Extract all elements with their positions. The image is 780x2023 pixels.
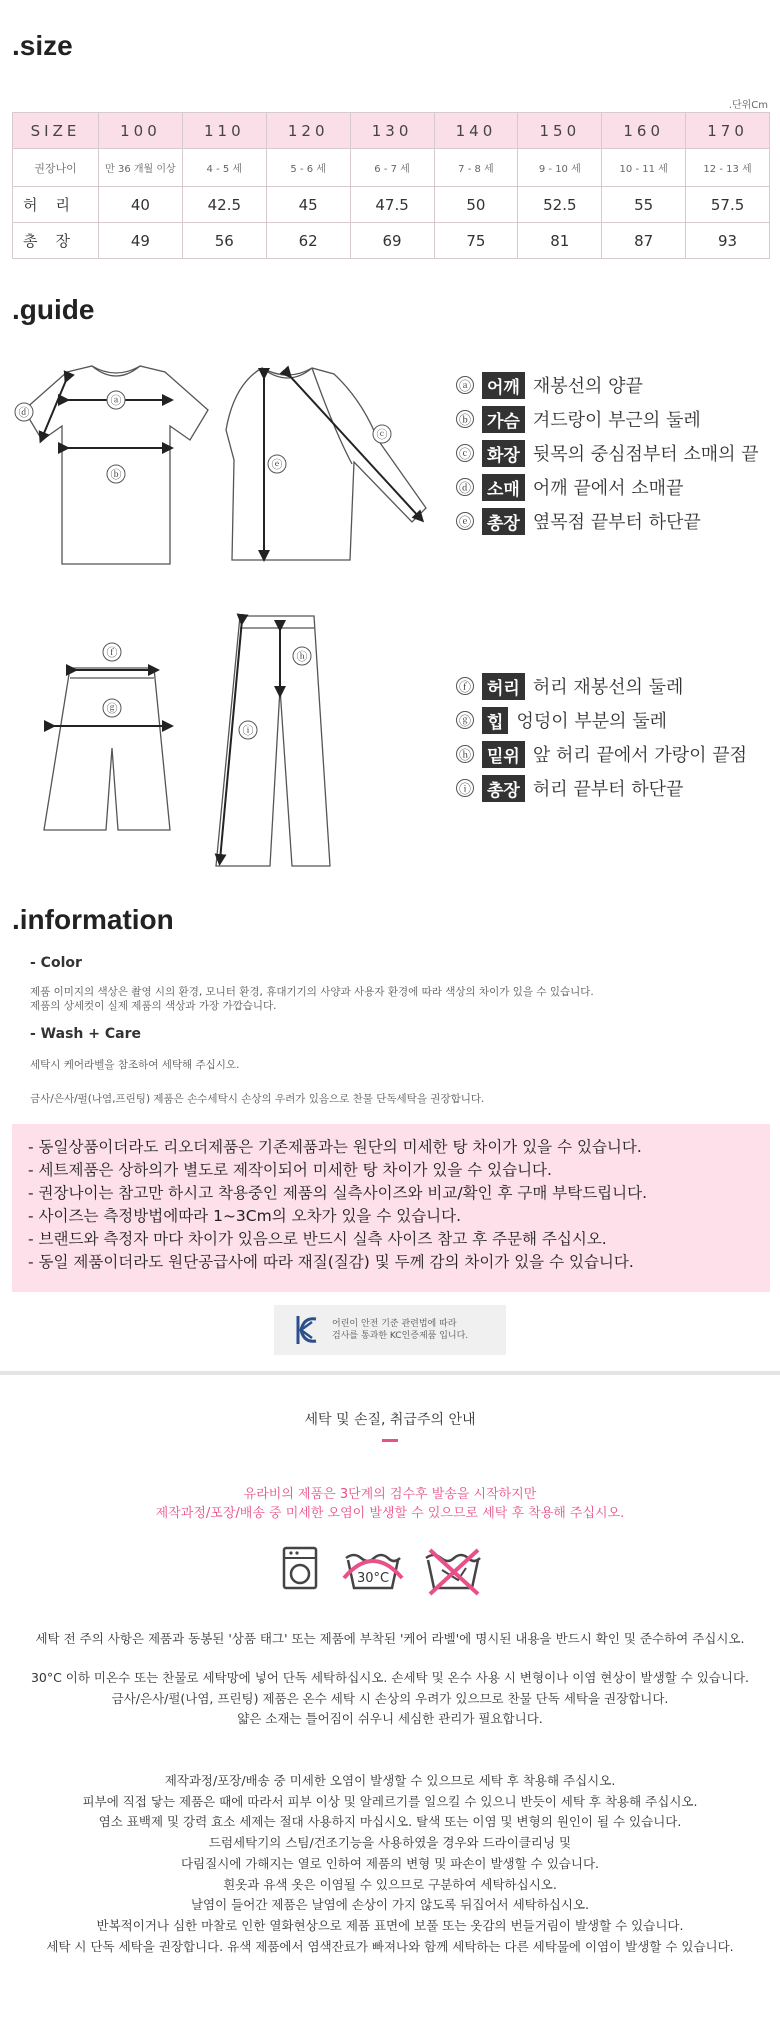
kc-logo-icon <box>294 1313 320 1347</box>
waist-row <box>13 187 770 223</box>
color-text-2: 제품의 상세컷이 실제 제품의 색상과 가장 가깝습니다. <box>30 1000 277 1012</box>
bottom-legend <box>456 673 747 809</box>
wash-text-2: 금사/은사/펄(나염,프린팅) 제품은 손수세탁시 손상의 우려가 있음으로 찬물 단독세탁을 권장합니다. <box>30 1093 485 1105</box>
color-text-1: 제품 이미지의 색상은 촬영 시의 환경, 모니터 환경, 휴대기기의 사양과 사용자 환경에 따라 색상의 차이가 있을 수 있습니다. <box>30 986 594 998</box>
age-cell: 5 - 6 세 <box>266 149 350 187</box>
size-header-cell: 100 <box>99 113 183 149</box>
bottom-garment-diagram <box>30 608 350 870</box>
tag-total-length: 총장 <box>482 508 525 535</box>
desc-rise: 앞 허리 끝에서 가랑이 끝점 <box>532 745 748 766</box>
label-e: ⓔ <box>271 458 283 471</box>
age-label: 권장나이 <box>13 149 99 187</box>
care-icons <box>280 1540 500 1596</box>
age-cell: 만 36 개월 이상 <box>99 149 183 187</box>
wash-30-icon <box>344 1555 402 1588</box>
length-cell: 93 <box>686 223 770 259</box>
mark-c: ⓒ <box>456 444 474 462</box>
age-cell: 7 - 8 세 <box>434 149 518 187</box>
notice-line: - 사이즈는 측정방법에따라 1~3Cm의 오차가 있을 수 있습니다. <box>28 1207 462 1225</box>
size-header-cell: 120 <box>266 113 350 149</box>
length-cell: 87 <box>602 223 686 259</box>
size-table <box>12 112 770 259</box>
desc-waist: 허리 재봉선의 둘레 <box>532 677 684 698</box>
care-paragraph-2 <box>0 1668 780 1730</box>
size-header-cell: 130 <box>350 113 434 149</box>
wash-text-1: 세탁시 케어라벨을 참조하여 세탁해 주십시오. <box>30 1059 240 1071</box>
age-row <box>13 149 770 187</box>
care-title: 세탁 및 손질, 취급주의 안내 <box>304 1412 476 1428</box>
mark-h: ⓗ <box>456 745 474 763</box>
tag-pants-length: 총장 <box>482 775 525 802</box>
label-b: ⓑ <box>110 468 122 481</box>
label-d: ⓓ <box>18 406 30 419</box>
size-section-title: .size <box>12 30 73 61</box>
label-g: ⓖ <box>106 702 118 715</box>
wash-temp-label: 30°C <box>356 1571 390 1586</box>
desc-total-length: 옆목점 끝부터 하단끝 <box>532 512 701 533</box>
care-line: 세탁 시 단독 세탁을 권장합니다. 유색 제품에서 염색잔료가 빠져나와 함께 세탁하는 다른 세탁물에 이염이 발생할 수 있습니다. <box>46 1938 734 1954</box>
mark-g: ⓖ <box>456 711 474 729</box>
desc-hip: 엉덩이 부분의 둘레 <box>516 711 667 732</box>
legend-row-total-length <box>456 508 759 534</box>
shorts-outline <box>44 668 170 830</box>
care-line: 금사/은사/펄(나염, 프린팅) 제품은 온수 세탁 시 손상의 우려가 있으므로 찬물 단독 세탁을 권장합니다. <box>111 1690 669 1706</box>
length-cell: 56 <box>182 223 266 259</box>
size-header-cell: 150 <box>518 113 602 149</box>
top-garment-diagram <box>12 360 432 580</box>
size-header-row <box>13 113 770 149</box>
notice-box <box>12 1124 770 1292</box>
length-cell: 62 <box>266 223 350 259</box>
care-pink-line: 제작과정/포장/배송 중 미세한 오염이 발생할 수 있으므로 세탁 후 착용해 주십시오. <box>155 1506 625 1521</box>
care-line: 다림질시에 가해지는 열로 인하여 제품의 변형 및 파손이 발생할 수 있습니다. <box>180 1855 600 1871</box>
section-divider <box>0 1371 780 1375</box>
waist-cell: 40 <box>99 187 183 223</box>
mark-b: ⓑ <box>456 410 474 428</box>
label-h: ⓗ <box>296 650 308 663</box>
waist-cell: 45 <box>266 187 350 223</box>
notice-line: - 권장나이는 참고만 하시고 착용중인 제품의 실측사이즈와 비교/확인 후 구매 부탁드립니다. <box>28 1184 648 1202</box>
waist-cell: 50 <box>434 187 518 223</box>
mark-a: ⓐ <box>456 376 474 394</box>
waist-cell: 52.5 <box>518 187 602 223</box>
care-line: 피부에 직접 닿는 제품은 때에 따라서 피부 이상 및 알레르기를 일으킬 수 있으니 반듯이 세탁 후 착용해 주십시오. <box>82 1793 698 1809</box>
legend-row-sleeve-length <box>456 440 759 466</box>
top-legend <box>456 372 759 542</box>
kc-text-line: 검사를 통과한 KC인증제품 입니다. <box>332 1331 469 1341</box>
tag-sleeve-length: 화장 <box>482 440 525 467</box>
age-cell: 10 - 11 세 <box>602 149 686 187</box>
length-cell: 69 <box>350 223 434 259</box>
care-line: 30°C 이하 미온수 또는 찬물로 세탁망에 넣어 단독 세탁하십시오. 손세탁 및 온수 사용 시 변형이나 이염 현상이 발생할 수 있습니다. <box>30 1670 750 1685</box>
legend-row-rise <box>456 741 747 767</box>
waist-cell: 47.5 <box>350 187 434 223</box>
color-heading: - Color <box>30 955 82 971</box>
label-c: ⓒ <box>376 428 388 441</box>
care-line: 드럼세탁기의 스팀/건조기능을 사용하였을 경우와 드라이클리닝 및 <box>208 1835 572 1851</box>
mark-d: ⓓ <box>456 478 474 496</box>
kc-text-line: 어린이 안전 기준 관련법에 따라 <box>332 1319 457 1329</box>
size-header-cell: 160 <box>602 113 686 149</box>
label-f: ⓕ <box>106 646 118 659</box>
age-cell: 9 - 10 세 <box>518 149 602 187</box>
care-line: 날염이 들어간 제품은 날염에 손상이 가지 않도록 뒤집어서 세탁하십시오. <box>190 1897 589 1913</box>
size-header-cell: 110 <box>182 113 266 149</box>
care-paragraph-1: 세탁 전 주의 사항은 제품과 동봉된 '상품 태그' 또는 제품에 부착된 '케어 라벨'에 명시된 내용을 반드시 확인 및 준수하여 주십시오. <box>35 1631 745 1646</box>
care-line: 얇은 소재는 틀어짐이 쉬우니 세심한 관리가 필요합니다. <box>237 1711 543 1727</box>
length-label: 총장 <box>13 223 99 259</box>
pants-outline <box>216 616 330 866</box>
legend-row-sleeve <box>456 474 759 500</box>
tag-hip: 힙 <box>482 707 508 734</box>
desc-sleeve: 어깨 끝에서 소매끝 <box>532 478 684 499</box>
care-line: 제작과정/포장/배송 중 미세한 오염이 발생할 수 있으므로 세탁 후 착용해 주십시오. <box>164 1773 616 1788</box>
wash-heading: - Wash + Care <box>30 1026 141 1042</box>
tag-chest: 가슴 <box>482 406 525 433</box>
length-row <box>13 223 770 259</box>
length-cell: 75 <box>434 223 518 259</box>
no-hand-wash-icon <box>426 1550 480 1594</box>
waist-cell: 57.5 <box>686 187 770 223</box>
information-section-title: .information <box>12 904 174 935</box>
unit-label: .단위Cm <box>728 100 768 111</box>
length-cell: 49 <box>99 223 183 259</box>
tag-shoulder: 어깨 <box>482 372 525 399</box>
mark-f: ⓕ <box>456 677 474 695</box>
legend-row-hip <box>456 707 747 733</box>
legend-row-pants-length <box>456 775 747 801</box>
size-header-cell: 170 <box>686 113 770 149</box>
size-header-cell: SIZE <box>13 113 99 149</box>
label-i: ⓘ <box>242 724 254 737</box>
waist-label: 허리 <box>13 187 99 223</box>
waist-cell: 55 <box>602 187 686 223</box>
length-cell: 81 <box>518 223 602 259</box>
waist-cell: 42.5 <box>182 187 266 223</box>
desc-shoulder: 재봉선의 양끝 <box>532 376 643 397</box>
kc-certification-badge <box>274 1305 506 1355</box>
care-pink-line: 유라비의 제품은 3단계의 검수후 발송을 시작하지만 <box>243 1487 537 1502</box>
notice-line: - 세트제품은 상하의가 별도로 제작이되어 미세한 탕 차이가 있을 수 있습니다. <box>28 1161 552 1179</box>
legend-row-chest <box>456 406 759 432</box>
desc-sleeve-length: 뒷목의 중심점부터 소매의 끝 <box>532 444 759 465</box>
care-line: 흰옷과 유색 옷은 이염될 수 있으므로 구분하여 세탁하십시오. <box>223 1876 557 1892</box>
desc-chest: 겨드랑이 부근의 둘레 <box>532 410 701 431</box>
notice-line: - 동일상품이더라도 리오더제품은 기존제품과는 원단의 미세한 탕 차이가 있을 수 있습니다. <box>28 1138 642 1156</box>
tag-waist: 허리 <box>482 673 525 700</box>
label-a: ⓐ <box>110 394 122 407</box>
tag-rise: 밑위 <box>482 741 525 768</box>
size-header-cell: 140 <box>434 113 518 149</box>
mark-i: ⓘ <box>456 779 474 797</box>
longsleeve-outline <box>226 368 426 560</box>
mark-e: ⓔ <box>456 512 474 530</box>
notice-line: - 브랜드와 측정자 마다 차이가 있음으로 반드시 실측 사이즈 참고 후 주문해 주십시오. <box>28 1230 607 1248</box>
care-paragraph-3 <box>0 1771 780 1957</box>
care-title-underline <box>382 1439 398 1442</box>
care-line: 반복적이거나 심한 마찰로 인한 열화현상으로 제품 표면에 보풀 또는 옷감의 번들거림이 발생할 수 있습니다. <box>96 1917 684 1933</box>
notice-line: - 동일 제품이더라도 원단공급사에 따라 재질(질감) 및 두께 감의 차이가 있을 수 있습니다. <box>28 1253 634 1271</box>
care-line: 염소 표백제 및 강력 효소 세제는 절대 사용하지 마십시오. 탈색 또는 이염 및 변형의 원인이 될 수 있습니다. <box>98 1814 682 1830</box>
washing-machine-icon <box>284 1548 316 1588</box>
age-cell: 6 - 7 세 <box>350 149 434 187</box>
guide-section-title: .guide <box>12 294 95 325</box>
legend-row-shoulder <box>456 372 759 398</box>
desc-pants-length: 허리 끝부터 하단끝 <box>532 779 684 800</box>
age-cell: 4 - 5 세 <box>182 149 266 187</box>
age-cell: 12 - 13 세 <box>686 149 770 187</box>
tag-sleeve: 소매 <box>482 474 525 501</box>
legend-row-waist <box>456 673 747 699</box>
